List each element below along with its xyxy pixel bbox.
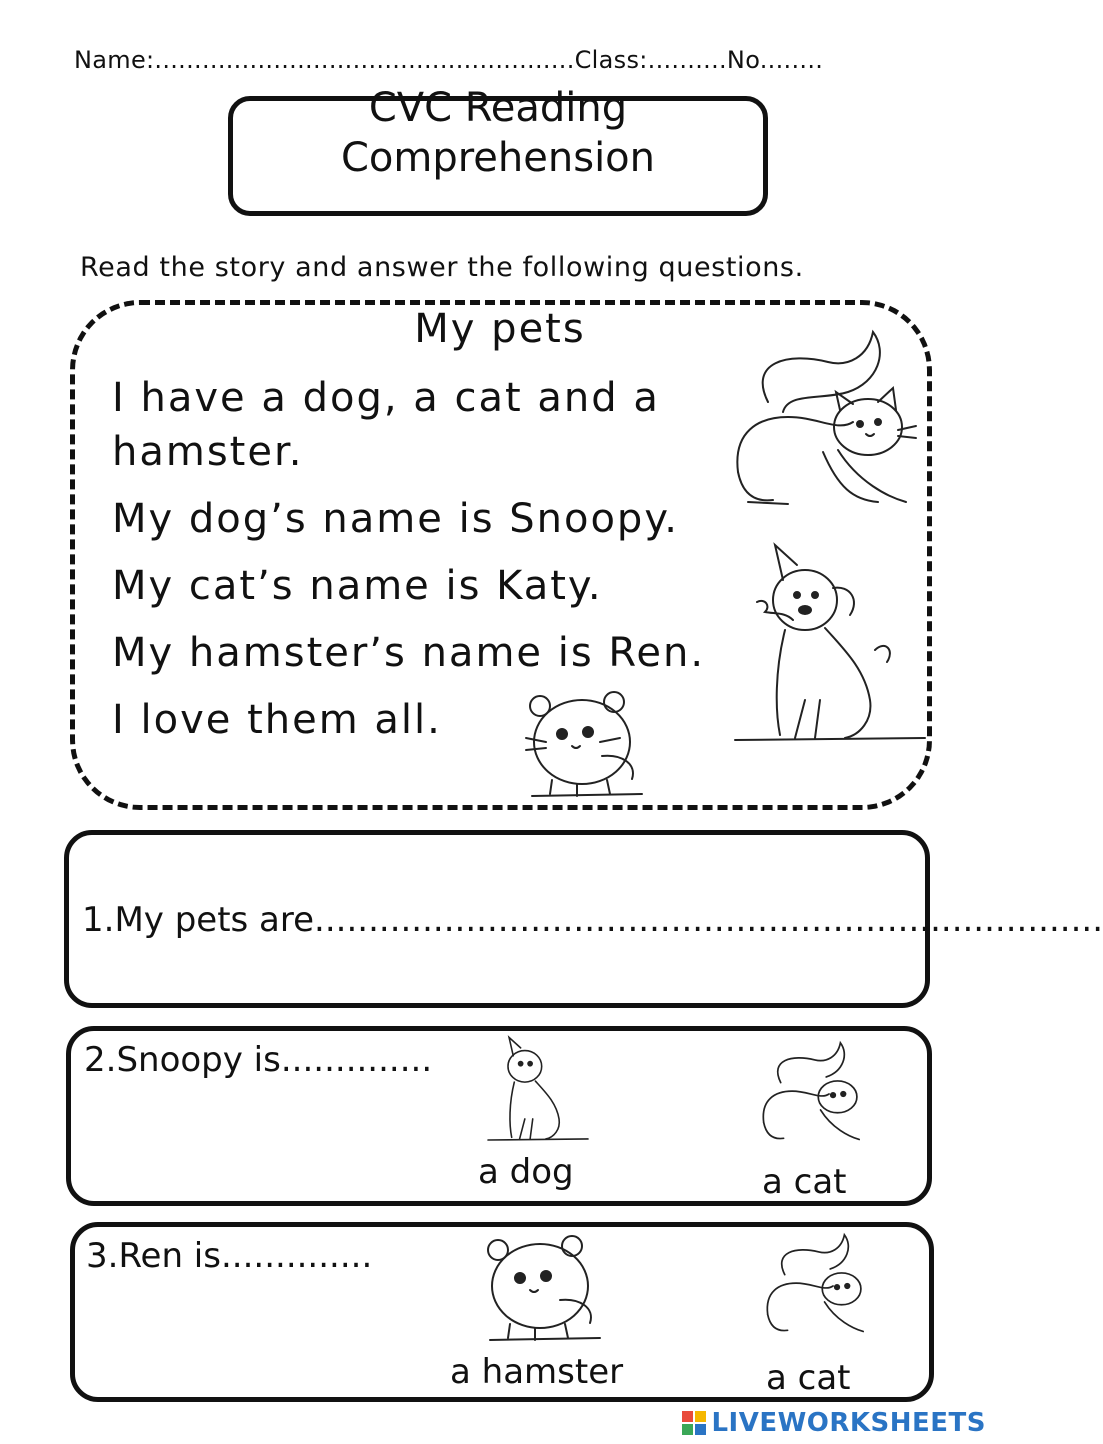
cat-option-icon[interactable] [758,1034,866,1154]
hamster-drawing-icon [522,684,652,804]
dog-option-icon[interactable] [488,1030,588,1150]
dog-drawing-icon [735,540,925,750]
question-1-text[interactable]: 1.My pets are......................................................................... [82,900,1103,940]
hamster-option-icon[interactable] [480,1228,610,1348]
question-3-text[interactable]: 3.Ren is.............. [86,1236,373,1276]
option-a-hamster[interactable]: a hamster [450,1352,624,1392]
option-a-dog[interactable]: a dog [478,1152,574,1192]
option-b-cat[interactable]: a cat [766,1358,851,1398]
question-2-text[interactable]: 2.Snoopy is.............. [84,1040,433,1080]
worksheet-title [233,83,763,183]
story-line: My dog’s name is Snoopy. [112,496,680,542]
name-class-no-line: Name:.....................................................Class:..........No........ [74,46,824,74]
story-line: My cat’s name is Katy. [112,563,603,609]
cat-drawing-icon [728,322,918,522]
story-line: I love them all. [112,697,442,743]
cat-option-icon[interactable] [762,1226,870,1346]
instruction-text: Read the story and answer the following questions. [80,252,804,283]
brand-name: LIVEWORKSHEETS [711,1408,986,1438]
story-line: hamster. [112,429,304,475]
option-b-cat[interactable]: a cat [762,1162,847,1202]
liveworksheets-logo[interactable] [681,1408,986,1438]
title-line-1: CVC Reading [368,85,628,131]
logo-grid-icon [681,1410,707,1436]
story-line: I have a dog, a cat and a [112,375,660,421]
title-line-2: Comprehension [340,135,656,181]
story-title: My pets [414,306,586,352]
story-line: My hamster’s name is Ren. [112,630,706,676]
title-box [228,85,768,216]
